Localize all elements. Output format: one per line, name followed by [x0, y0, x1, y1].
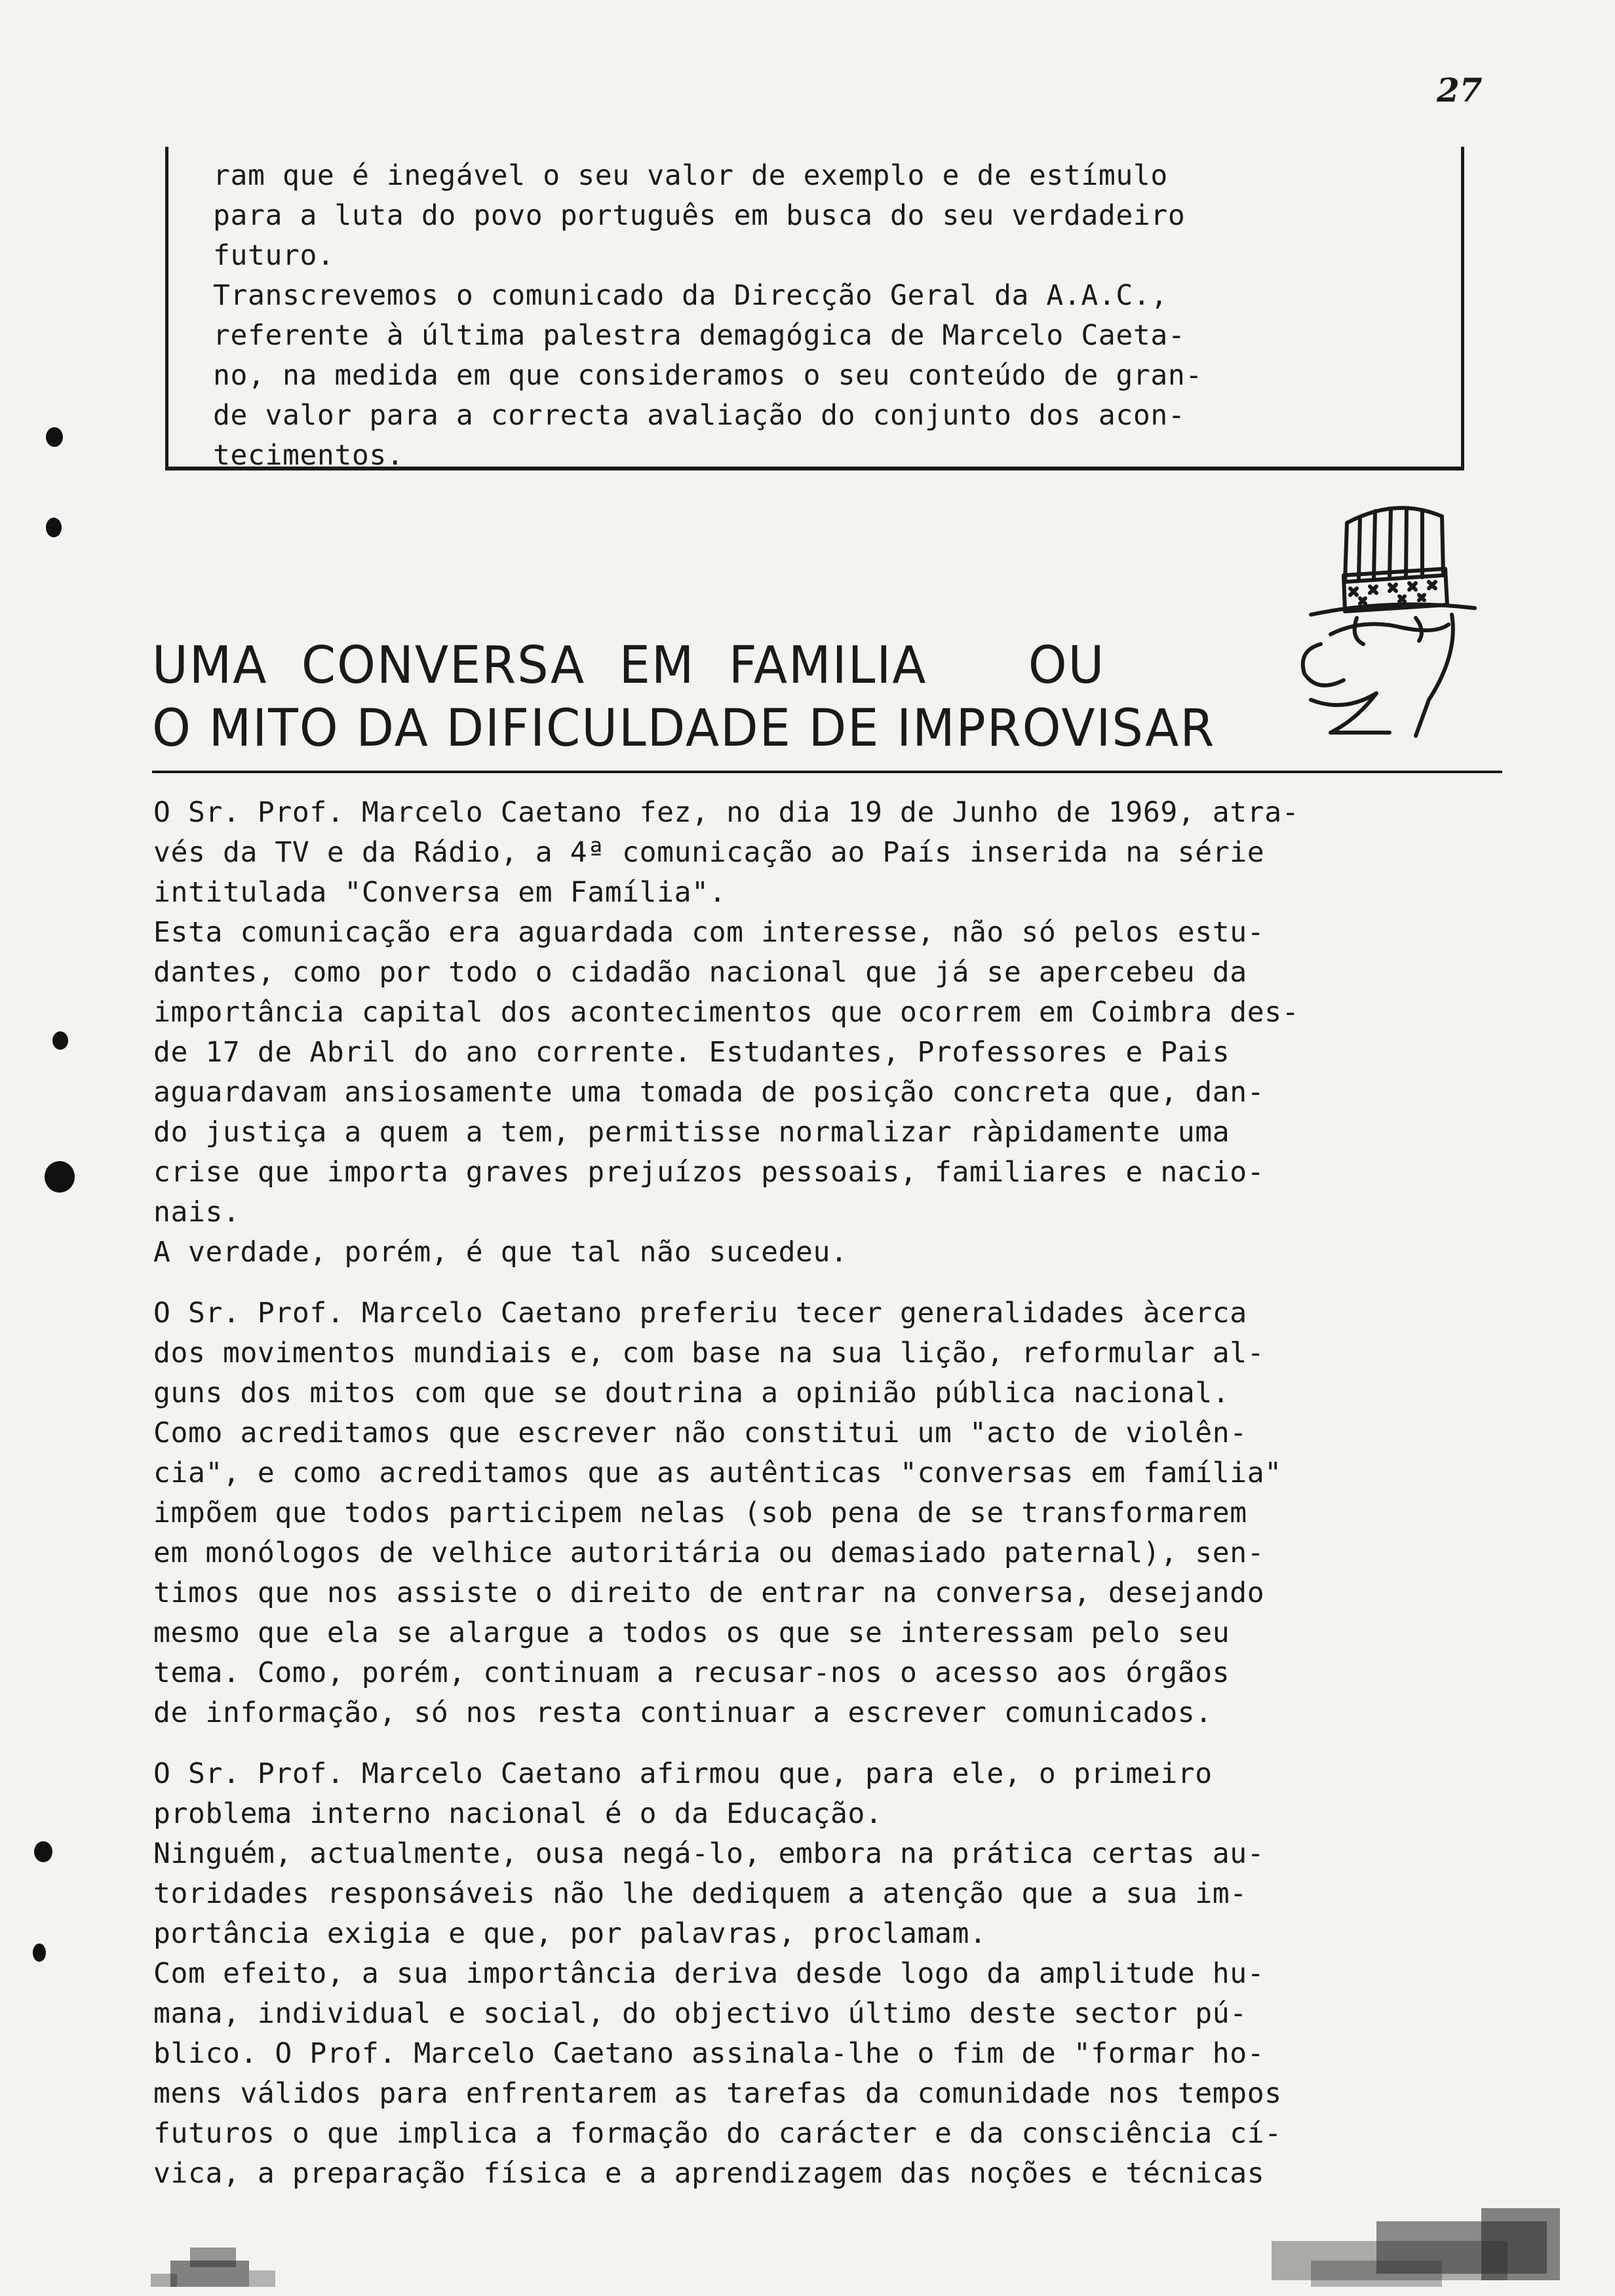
text-line: vés da TV e da Rádio, a 4ª comunicação ao País inserida na série [153, 836, 1265, 869]
intro-line: futuro. [213, 239, 335, 272]
text-line: dantes, como por todo o cidadão nacional que já se apercebeu da [153, 956, 1247, 989]
text-line: O Sr. Prof. Marcelo Caetano afirmou que, para ele, o primeiro [153, 1757, 1213, 1790]
text-line: impõem que todos participem nelas (sob pena de se transformarem [153, 1497, 1247, 1529]
text-line: em monólogos de velhice autoritária ou demasiado paternal), sen- [153, 1537, 1265, 1569]
text-line: do justiça a quem a tem, permitisse normalizar ràpidamente uma [153, 1116, 1230, 1149]
text-line: Esta comunicação era aguardada com interesse, não só pelos estu- [153, 916, 1265, 949]
text-line: mens válidos para enfrentarem as tarefas da comunidade nos tempos [153, 2077, 1282, 2110]
text-line: vica, a preparação física e a aprendizagem das noções e técnicas [153, 2157, 1265, 2190]
text-line: crise que importa graves prejuízos pessoais, familiares e nacio- [153, 1156, 1265, 1189]
article-headline [152, 634, 1215, 760]
article-paragraph [153, 793, 1523, 1272]
intro-line: tecimentos. [213, 439, 404, 472]
punch-hole-mark [46, 518, 62, 537]
punch-hole-mark [33, 1943, 46, 1962]
text-line: timos que nos assiste o direito de entrar na conversa, desejando [153, 1577, 1265, 1609]
headline-line-2: O MITO DA DIFICULDADE DE IMPROVISAR [152, 699, 1216, 758]
text-line: guns dos mitos com que se doutrina a opinião pública nacional. [153, 1377, 1230, 1409]
text-line: O Sr. Prof. Marcelo Caetano fez, no dia 19 de Junho de 1969, atra- [153, 796, 1300, 829]
text-line: problema interno nacional é o da Educação. [153, 1797, 883, 1830]
text-line: toridades responsáveis não lhe dediquem a atenção que a sua im- [153, 1877, 1247, 1910]
article-paragraph [153, 1754, 1523, 2194]
text-line: de informação, só nos resta continuar a escrever comunicados. [153, 1696, 1213, 1729]
text-line: Com efeito, a sua importância deriva desde logo da amplitude hu- [153, 1957, 1265, 1990]
punch-hole-mark [52, 1031, 68, 1050]
text-line: futuros o que implica a formação do carácter e da consciência cí- [153, 2117, 1282, 2150]
article-paragraph [153, 1293, 1523, 1733]
text-line: aguardavam ansiosamente uma tomada de posição concreta que, dan- [153, 1076, 1265, 1109]
punch-hole-mark [45, 1161, 75, 1193]
intro-line: Transcrevemos o comunicado da Direcção Geral da A.A.C., [213, 279, 1168, 312]
punch-hole-mark [46, 427, 63, 447]
text-line: mesmo que ela se alargue a todos os que se interessam pelo seu [153, 1617, 1230, 1649]
text-line: cia", e como acreditamos que as autênticas "conversas em família" [153, 1457, 1282, 1489]
scan-smudge-left [131, 2234, 288, 2293]
text-line: Como acreditamos que escrever não constitui um "acto de violên- [153, 1417, 1247, 1449]
text-line: nais. [153, 1196, 241, 1229]
punch-hole-mark [34, 1841, 52, 1862]
intro-line: para a luta do povo português em busca do seu verdadeiro [213, 199, 1186, 232]
text-line: O Sr. Prof. Marcelo Caetano preferiu tecer generalidades àcerca [153, 1297, 1247, 1330]
text-line: de 17 de Abril do ano corrente. Estudantes, Professores e Pais [153, 1036, 1230, 1069]
headline-divider [152, 771, 1502, 773]
text-line: A verdade, porém, é que tal não sucedeu. [153, 1236, 848, 1269]
headline-line-1: UMA CONVERSA EM FAMILIA OU [152, 636, 1106, 695]
intro-line: ram que é inegável o seu valor de exemplo e de estímulo [213, 159, 1168, 192]
text-line: Ninguém, actualmente, ousa negá-lo, embora na prática certas au- [153, 1837, 1265, 1870]
intro-line: de valor para a correcta avaliação do conjunto dos acon- [213, 399, 1186, 432]
text-line: tema. Como, porém, continuam a recusar-nos o acesso aos órgãos [153, 1656, 1230, 1689]
text-line: intitulada "Conversa em Família". [153, 876, 727, 909]
intro-line: no, na medida em que consideramos o seu conteúdo de gran- [213, 359, 1203, 392]
intro-box [165, 147, 1464, 470]
scan-smudge-right [1232, 2202, 1573, 2293]
text-line: portância exigia e que, por palavras, proclamam. [153, 1917, 987, 1950]
uncle-sam-cartoon-illustration [1285, 484, 1494, 759]
page-number: 27 [1437, 71, 1483, 109]
intro-line: referente à última palestra demagógica de Marcelo Caeta- [213, 319, 1186, 352]
text-line: mana, individual e social, do objectivo último deste sector pú- [153, 1997, 1247, 2030]
article-body [153, 793, 1523, 2215]
text-line: dos movimentos mundiais e, com base na sua lição, reformular al- [153, 1337, 1265, 1369]
text-line: blico. O Prof. Marcelo Caetano assinala-lhe o fim de "formar ho- [153, 2037, 1265, 2070]
text-line: importância capital dos acontecimentos que ocorrem em Coimbra des- [153, 996, 1300, 1029]
